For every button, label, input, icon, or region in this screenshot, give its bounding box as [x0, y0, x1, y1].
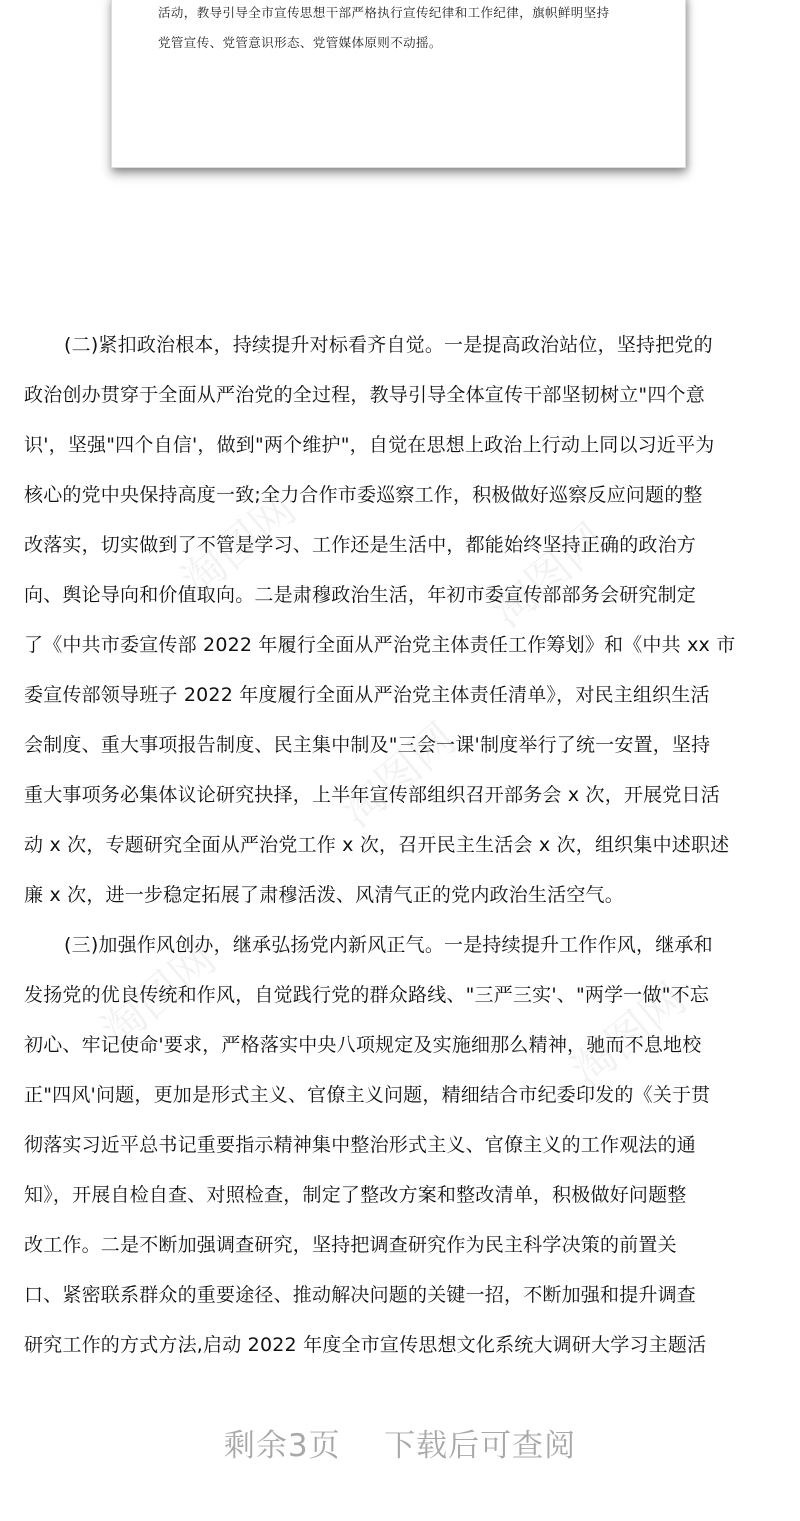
paragraph-line: 改工作。二是不断加强调查研究，坚持把调查研究作为民主科学决策的前置关 [24, 1234, 677, 1256]
download-hint[interactable]: 下载后可查阅 [384, 1428, 577, 1464]
watermark: 淘图网 [561, 973, 696, 1098]
paragraph-line: 政治创办贯穿于全面从严治党的全过程，教导引导全体宣传干部坚韧树立"四个意 [24, 384, 705, 406]
paragraph-line: 了《中共市委宣传部 2022 年履行全面从严治党主体责任工作筹划》和《中共 xx 市 [24, 634, 736, 656]
paragraph-line: 口、紧密联系群众的重要途径、推动解决问题的关键一招，不断加强和提升调查 [24, 1284, 697, 1306]
preview-page-card [111, 0, 686, 168]
remaining-pages-count[interactable]: 剩余3页 [223, 1428, 341, 1464]
paragraph-line: (三)加强作风创办，继承弘扬党内新风正气。一是持续提升工作作风，继承和 [64, 934, 713, 956]
paragraph-line: 动 x 次，专题研究全面从严治党工作 x 次，召开民主生活会 x 次，组织集中述职述 [24, 834, 730, 856]
paragraph-line: 会制度、重大事项报告制度、民主集中制及"三会一课'制度举行了统一安置，坚持 [24, 734, 711, 756]
paragraph-line: 委宣传部领导班子 2022 年度履行全面从严治党主体责任清单》，对民主组织生活 [24, 684, 710, 706]
paragraph-line: 向、舆论导向和价值取向。二是肃穆政治生活，年初市委宣传部部务会研究制定 [24, 584, 697, 606]
paragraph-line: 廉 x 次，进一步稳定拓展了肃穆活泼、风清气正的党内政治生活空气。 [24, 884, 624, 906]
paragraph-line: 改落实，切实做到了不管是学习、工作还是生活中，都能始终坚持正确的政治方 [24, 534, 697, 556]
paragraph-line: 彻落实习近平总书记重要指示精神集中整治形式主义、官僚主义的工作观法的通 [24, 1134, 697, 1156]
paragraph-line: 初心、牢记使命'要求，严格落实中央八项规定及实施细那么精神，驰而不息地校 [24, 1034, 702, 1056]
paragraph-line: 研究工作的方式方法,启动 2022 年度全市宣传思想文化系统大调研大学习主题活 [24, 1334, 707, 1356]
paragraph-line: 识'，坚强"四个自信'，做到"两个维护"，自觉在思想上政治上行动上同以习近平为 [24, 434, 715, 456]
watermark: 淘图网 [331, 713, 466, 838]
paragraph-line: (二)紧扣政治根本，持续提升对标看齐自觉。一是提高政治站位，坚持把党的 [64, 334, 713, 356]
preview-line: 党管宣传、党管意识形态、党管媒体原则不动摇。 [158, 35, 442, 50]
watermark: 淘图网 [481, 513, 616, 638]
paragraph-line: 发扬党的优良传统和作风，自觉践行党的群众路线、"三严三实'、"两学一做"不忘 [24, 984, 710, 1006]
remaining-pages-notice[interactable] [0, 1420, 800, 1465]
watermark: 淘图网 [91, 933, 226, 1058]
paragraph-line: 核心的党中央保持高度一致;全力合作市委巡察工作，积极做好巡察反应问题的整 [24, 484, 703, 506]
paragraph-line: 正"四风'问题，更加是形式主义、官僚主义问题，精细结合市纪委印发的《关于贯 [24, 1084, 711, 1106]
paragraph-line: 知》，开展自检自查、对照检查，制定了整改方案和整改清单，积极做好问题整 [24, 1184, 687, 1206]
watermark: 淘图网 [171, 483, 306, 608]
paragraph-line: 重大事项务必集体议论研究抉择，上半年宣传部组织召开部务会 x 次，开展党日活 [24, 784, 720, 806]
preview-line: 活动，教导引导全市宣传思想干部严格执行宣传纪律和工作纪律，旗帜鲜明坚持 [158, 5, 610, 20]
